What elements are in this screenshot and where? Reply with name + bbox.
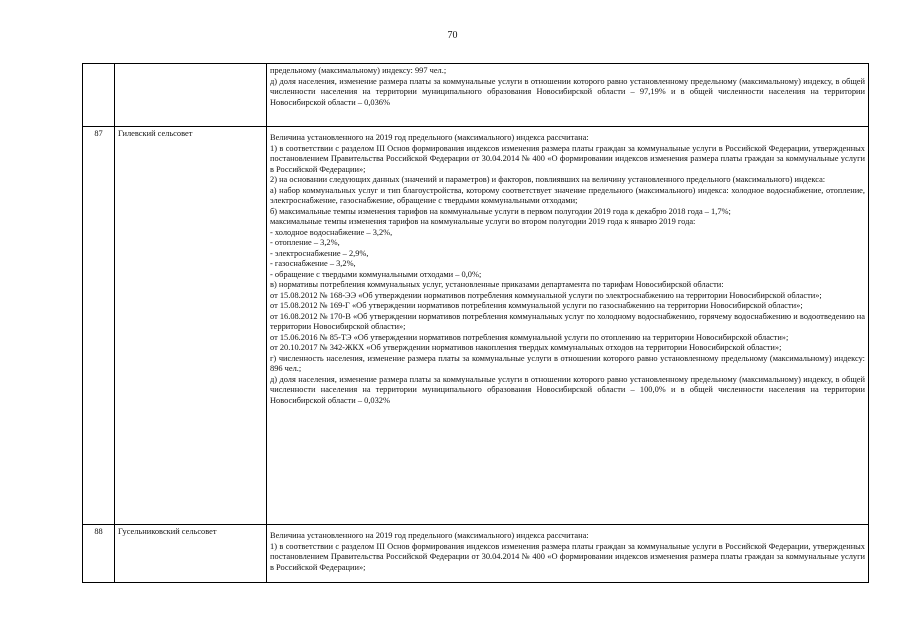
page-number: 70 <box>447 30 458 41</box>
municipality-name: Гусельниковский сельсовет <box>115 525 267 583</box>
text-line: - холодное водоснабжение – 3,2%, <box>270 227 393 237</box>
text-line: 2) на основании следующих данных (значений и параметров) и факторов, повлиявших на величину установленного предельного (максимального) индекса: <box>270 175 826 184</box>
text-line: 1) в соответствии с разделом III Основ формирования индексов изменения размера платы граждан за коммунальные услуги в Российской Федерации, утвержденных постановлением Правительства Российской Федерации от 30.04.2014 № 400 «О формировании индексов изменения размера платы граждан за коммунальные услуги в Российской Федерации»; <box>270 541 865 572</box>
text-line: г) численность населения, изменение размера платы за коммунальные услуги в отношении которого равно установленному предельному (максимальному) индексу: 896 чел.; <box>270 353 865 373</box>
text-line: от 20.10.2017 № 342-ЖКХ «Об утверждении нормативов накопления твердых коммунальных отходов на территории Новосибирской области»; <box>270 343 782 352</box>
index-table <box>82 63 869 583</box>
table-row <box>83 127 869 525</box>
text-line: д) доля населения, изменение размера платы за коммунальные услуги в отношении которого равно установленному предельному (максимальному) индексу, в общей численности населения на территории муниципального образования Новосибирской области – 97,19% и в общей численности населения на территории Новосибирской области – 0,036% <box>270 76 865 107</box>
row-number: 87 <box>83 127 115 525</box>
text-line: - газоснабжение – 3,2%, <box>270 259 356 268</box>
row-number: 88 <box>83 525 115 583</box>
calculation-text <box>267 127 869 525</box>
row-number <box>83 64 115 127</box>
text-line: - электроснабжение – 2,9%, <box>270 248 369 258</box>
table-row <box>83 525 869 583</box>
text-line: предельному (максимальному) индексу: 997 чел.; <box>270 66 447 75</box>
table-row <box>83 64 869 127</box>
text-line: от 15.06.2016 № 85-ТЭ «Об утверждении нормативов потребления коммунальной услуги по отоплению на территории Новосибирской области»; <box>270 332 789 342</box>
text-line: - обращение с твердыми коммунальными отходами – 0,0%; <box>270 269 482 279</box>
municipality-name <box>115 64 267 127</box>
calculation-text <box>267 525 869 583</box>
text-line: - отопление – 3,2%, <box>270 238 340 247</box>
text-line: Величина установленного на 2019 год предельного (максимального) индекса рассчитана: <box>270 133 589 142</box>
text-line: д) доля населения, изменение размера платы за коммунальные услуги в отношении которого равно установленному предельному (максимальному) индексу, в общей численности населения на территории муниципального образования Новосибирской области – 100,0% и в общей численности населения на территории Новосибирской области – 0,032% <box>270 374 865 405</box>
text-line: 1) в соответствии с разделом III Основ формирования индексов изменения размера платы граждан за коммунальные услуги в Российской Федерации, утвержденных постановлением Правительства Российской Федерации от 30.04.2014 № 400 «О формировании индексов изменения размера платы граждан за коммунальные услуги в Российской Федерации»; <box>270 143 865 174</box>
calculation-text <box>267 64 869 127</box>
text-line: Величина установленного на 2019 год предельного (максимального) индекса рассчитана: <box>270 531 589 540</box>
municipality-name: Гилевский сельсовет <box>115 127 267 525</box>
text-line: от 15.08.2012 № 169-Г «Об утверждении нормативов потребления коммунальной услуги по газоснабжению на территории Новосибирской области»; <box>270 301 803 310</box>
text-line: максимальные темпы изменения тарифов на коммунальные услуги во втором полугодии 2019 года к январю 2019 года: <box>270 217 696 226</box>
text-line: от 16.08.2012 № 170-В «Об утверждении нормативов потребления коммунальных услуг по холодному водоснабжению, горячему водоснабжению и водоотведению на территории Новосибирской области»; <box>270 311 865 331</box>
text-line: б) максимальные темпы изменения тарифов на коммунальные услуги в первом полугодии 2019 года к декабрю 2018 года – 1,7%; <box>270 206 731 216</box>
text-line: в) нормативы потребления коммунальных услуг, установленные приказами департамента по тарифам Новосибирской области: <box>270 280 724 289</box>
text-line: а) набор коммунальных услуг и тип благоустройства, которому соответствует значение предельного (максимального) индекса: холодное водоснабжение, отопление, электроснабжение, газоснабжение, обращение с твердыми коммунальными отходами; <box>270 185 865 205</box>
text-line: от 15.08.2012 № 168-ЭЭ «Об утверждении нормативов потребления коммунальной услуги по электроснабжению на территории Новосибирской области»; <box>270 290 822 300</box>
